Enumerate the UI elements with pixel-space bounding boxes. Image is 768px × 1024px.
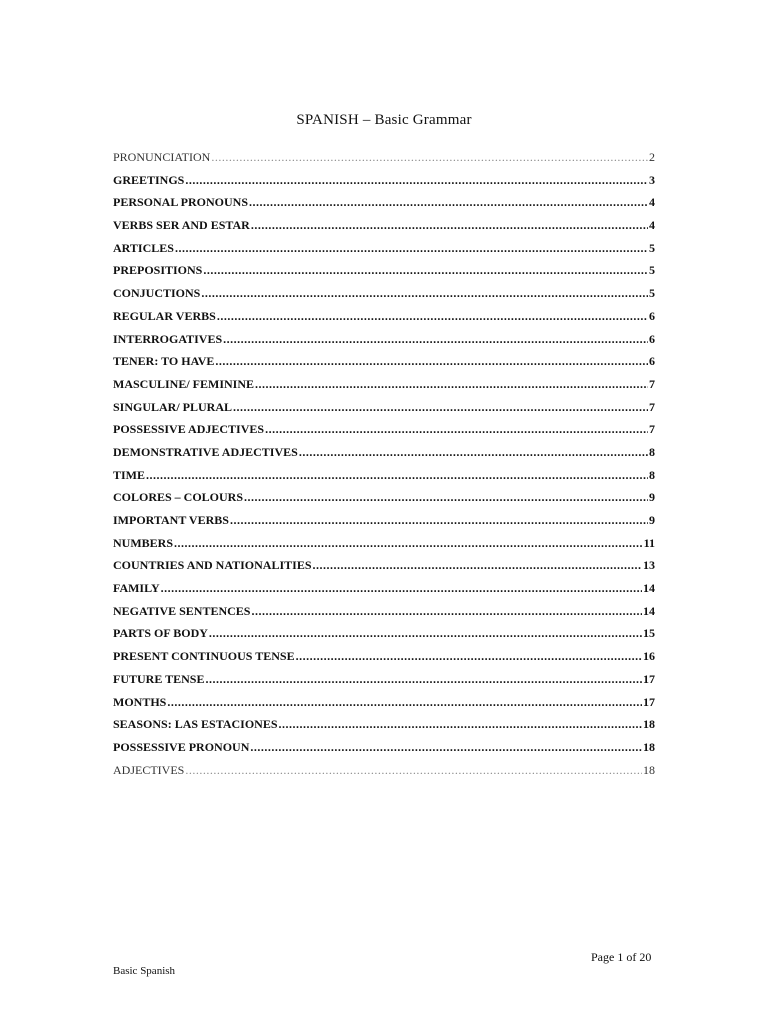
toc-entry-label: SEASONS: LAS ESTACIONES [113, 717, 278, 732]
toc-dot-leader [146, 468, 648, 483]
toc-dot-leader [211, 150, 648, 165]
toc-entry-page-number: 7 [649, 376, 655, 391]
toc-dot-leader [299, 445, 648, 460]
toc-entry-page-number: 17 [643, 694, 655, 709]
toc-entry-page-number: 11 [643, 535, 655, 550]
toc-entry-page-number: 3 [649, 172, 655, 187]
toc-entry-page-number: 6 [649, 331, 655, 346]
toc-entry-page-number: 13 [643, 558, 655, 573]
toc-entry-page-number: 16 [643, 649, 655, 664]
toc-entry-label: MASCULINE/ FEMININE [113, 376, 255, 391]
toc-entry-label: GREETINGS [113, 172, 185, 187]
toc-entry-label: PREPOSITIONS [113, 263, 203, 278]
toc-entry-label: FAMILY [113, 581, 160, 596]
toc-entry-label: COLORES – COLOURS [113, 490, 244, 505]
toc-entry-page-number: 2 [649, 150, 655, 164]
toc-dot-leader [215, 354, 648, 369]
toc-dot-leader [185, 173, 648, 188]
toc-entry-page-number: 9 [649, 513, 655, 527]
toc-dot-leader [167, 695, 642, 710]
toc-entry-label: FUTURE TENSE [113, 671, 205, 686]
toc-entry[interactable] [113, 422, 655, 445]
toc-dot-leader [161, 581, 642, 596]
toc-entry-label: PARTS OF BODY [113, 626, 208, 641]
toc-entry[interactable] [113, 354, 655, 377]
toc-dot-leader [233, 400, 648, 415]
toc-entry-page-number: 18 [643, 762, 655, 777]
toc-entry-label: DEMONSTRATIVE ADJECTIVES [113, 444, 298, 459]
toc-entry[interactable] [113, 150, 655, 173]
toc-entry-page-number: 18 [643, 739, 655, 754]
toc-entry-page-number: 9 [649, 490, 655, 505]
toc-entry-label: ADJECTIVES [113, 762, 185, 777]
toc-dot-leader [251, 604, 642, 619]
toc-dot-leader [279, 717, 642, 732]
toc-entry-label: VERBS SER AND ESTAR [113, 218, 250, 233]
toc-entry[interactable] [113, 604, 655, 627]
toc-entry-page-number: 8 [649, 467, 655, 482]
toc-entry-page-number: 4 [649, 218, 655, 233]
toc-dot-leader [201, 286, 648, 301]
toc-entry-page-number: 15 [643, 626, 655, 641]
toc-entry-label: TENER: TO HAVE [113, 354, 215, 369]
toc-entry[interactable] [113, 558, 655, 581]
toc-entry-label: POSSESSIVE ADJECTIVES [113, 422, 265, 437]
toc-entry-label: MONTHS [113, 694, 167, 709]
toc-entry-label: PRESENT CONTINUOUS TENSE [113, 649, 295, 664]
toc-entry[interactable] [113, 377, 655, 400]
toc-entry-label: PRONUNCIATION [113, 150, 211, 164]
toc-dot-leader [244, 490, 648, 505]
toc-entry-page-number: 7 [649, 422, 655, 437]
toc-entry-page-number: 6 [649, 354, 655, 369]
toc-dot-leader [205, 672, 642, 687]
toc-entry-label: PERSONAL PRONOUNS [113, 195, 249, 210]
toc-entry-label: IMPORTANT VERBS [113, 513, 229, 527]
toc-dot-leader [209, 626, 642, 641]
toc-entry[interactable] [113, 286, 655, 309]
toc-dot-leader [203, 263, 648, 278]
toc-entry[interactable] [113, 626, 655, 649]
toc-entry-page-number: 5 [649, 286, 655, 301]
footer-document-name: Basic Spanish [113, 965, 176, 977]
toc-entry[interactable] [113, 445, 655, 468]
toc-dot-leader [217, 309, 648, 324]
toc-entry[interactable] [113, 672, 655, 695]
toc-entry[interactable] [113, 536, 655, 559]
document-title: SPANISH – Basic Grammar [296, 112, 472, 128]
toc-entry[interactable] [113, 695, 655, 718]
page-indicator: Page 1 of 20 [591, 950, 652, 964]
toc-entry-page-number: 4 [649, 195, 655, 210]
toc-entry-label: INTERROGATIVES [113, 331, 223, 346]
toc-entry-label: SINGULAR/ PLURAL [113, 399, 233, 414]
toc-dot-leader [265, 422, 648, 437]
toc-entry-page-number: 14 [643, 581, 655, 596]
toc-entry[interactable] [113, 309, 655, 332]
toc-entry-page-number: 14 [643, 603, 655, 618]
toc-entry[interactable] [113, 332, 655, 355]
toc-dot-leader [313, 558, 643, 573]
toc-dot-leader [250, 740, 642, 755]
toc-entry-page-number: 8 [649, 444, 655, 459]
toc-dot-leader [230, 513, 648, 528]
toc-entry-label: POSSESSIVE PRONOUN [113, 739, 250, 754]
toc-dot-leader [223, 332, 648, 347]
table-of-contents [113, 150, 655, 785]
toc-entry[interactable] [113, 241, 655, 264]
toc-entry[interactable] [113, 468, 655, 491]
toc-entry[interactable] [113, 195, 655, 218]
toc-entry[interactable] [113, 490, 655, 513]
toc-entry-label: REGULAR VERBS [113, 308, 216, 323]
toc-entry-label: ARTICLES [113, 240, 174, 255]
toc-entry-page-number: 6 [649, 308, 655, 323]
toc-entry[interactable] [113, 717, 655, 740]
toc-dot-leader [296, 649, 642, 664]
toc-entry[interactable] [113, 581, 655, 604]
toc-entry[interactable] [113, 513, 655, 536]
toc-entry[interactable] [113, 263, 655, 286]
toc-entry[interactable] [113, 740, 655, 763]
toc-dot-leader [174, 536, 643, 551]
toc-entry-label: NEGATIVE SENTENCES [113, 603, 251, 618]
toc-entry-label: COUNTRIES AND NATIONALITIES [113, 558, 312, 573]
toc-entry[interactable] [113, 649, 655, 672]
toc-entry-label: CONJUCTIONS [113, 286, 201, 301]
toc-entry[interactable] [113, 763, 655, 786]
toc-dot-leader [251, 218, 648, 233]
toc-entry[interactable] [113, 173, 655, 196]
toc-entry[interactable] [113, 400, 655, 423]
toc-dot-leader [185, 763, 642, 778]
toc-dot-leader [255, 377, 648, 392]
toc-entry-page-number: 17 [643, 671, 655, 686]
toc-dot-leader [249, 195, 648, 210]
toc-entry[interactable] [113, 218, 655, 241]
toc-dot-leader [175, 241, 648, 256]
toc-entry-page-number: 7 [649, 399, 655, 414]
toc-entry-page-number: 5 [649, 263, 655, 278]
toc-entry-label: TIME [113, 467, 146, 482]
toc-entry-label: NUMBERS [113, 535, 174, 550]
toc-entry-page-number: 18 [643, 717, 655, 732]
toc-entry-page-number: 5 [649, 240, 655, 255]
